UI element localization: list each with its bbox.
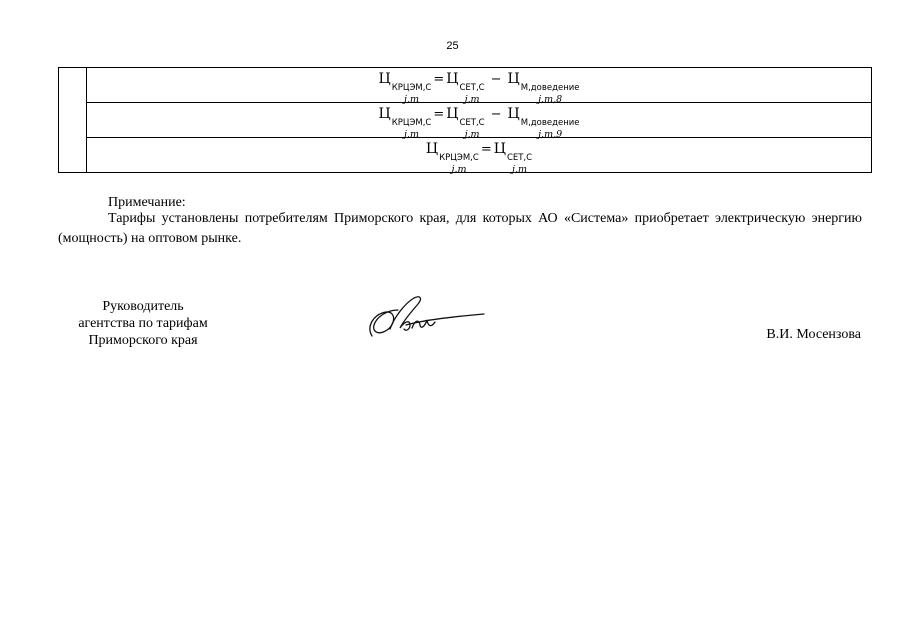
signer-position-line: агентства по тарифам [78,316,208,331]
table-row [59,68,872,103]
handwritten-signature [360,292,490,349]
formula-rhs-adjustment: Ц М,доведение j,m,8 [507,71,580,105]
signer-name: В.И. Мосензова [766,327,861,342]
formula-cell [87,138,872,173]
formula-lhs: Ц КРЦЭМ,С j,m [425,141,479,175]
table-row [59,103,872,138]
formula-table [58,67,872,173]
formula [426,141,532,174]
formula-rhs-adjustment: Ц М,доведение j,m,9 [507,106,580,140]
formula-lhs: Ц КРЦЭМ,С j,m [378,71,432,105]
equals-sign: = [480,142,492,157]
note-text: Тарифы установлены потребителям Приморского края, для которых АО «Система» приобретает электрическую энергию (мощность) на оптовом рынке. [58,211,862,246]
formula-rhs-net: Ц СЕТ,С j,m [446,71,485,105]
formula-rhs-net: Ц СЕТ,С j,m [446,106,485,140]
note-title: Примечание: [108,195,186,210]
formula-cell [87,103,872,138]
signer-position [58,298,228,349]
equals-sign: = [433,72,445,87]
formula-rhs-net: Ц СЕТ,С j,m [493,141,533,175]
formula [378,106,579,139]
minus-sign: − [490,107,502,122]
minus-sign: − [490,72,502,87]
page-number: 25 [446,40,459,52]
table-row [59,138,872,173]
formula-cell [87,68,872,103]
formula [378,71,579,104]
formula-lhs: Ц КРЦЭМ,С j,m [378,106,432,140]
signer-position-line: Руководитель [102,299,184,314]
signer-position-line: Приморского края [88,333,198,348]
table-stub-column [59,68,87,173]
equals-sign: = [433,107,445,122]
